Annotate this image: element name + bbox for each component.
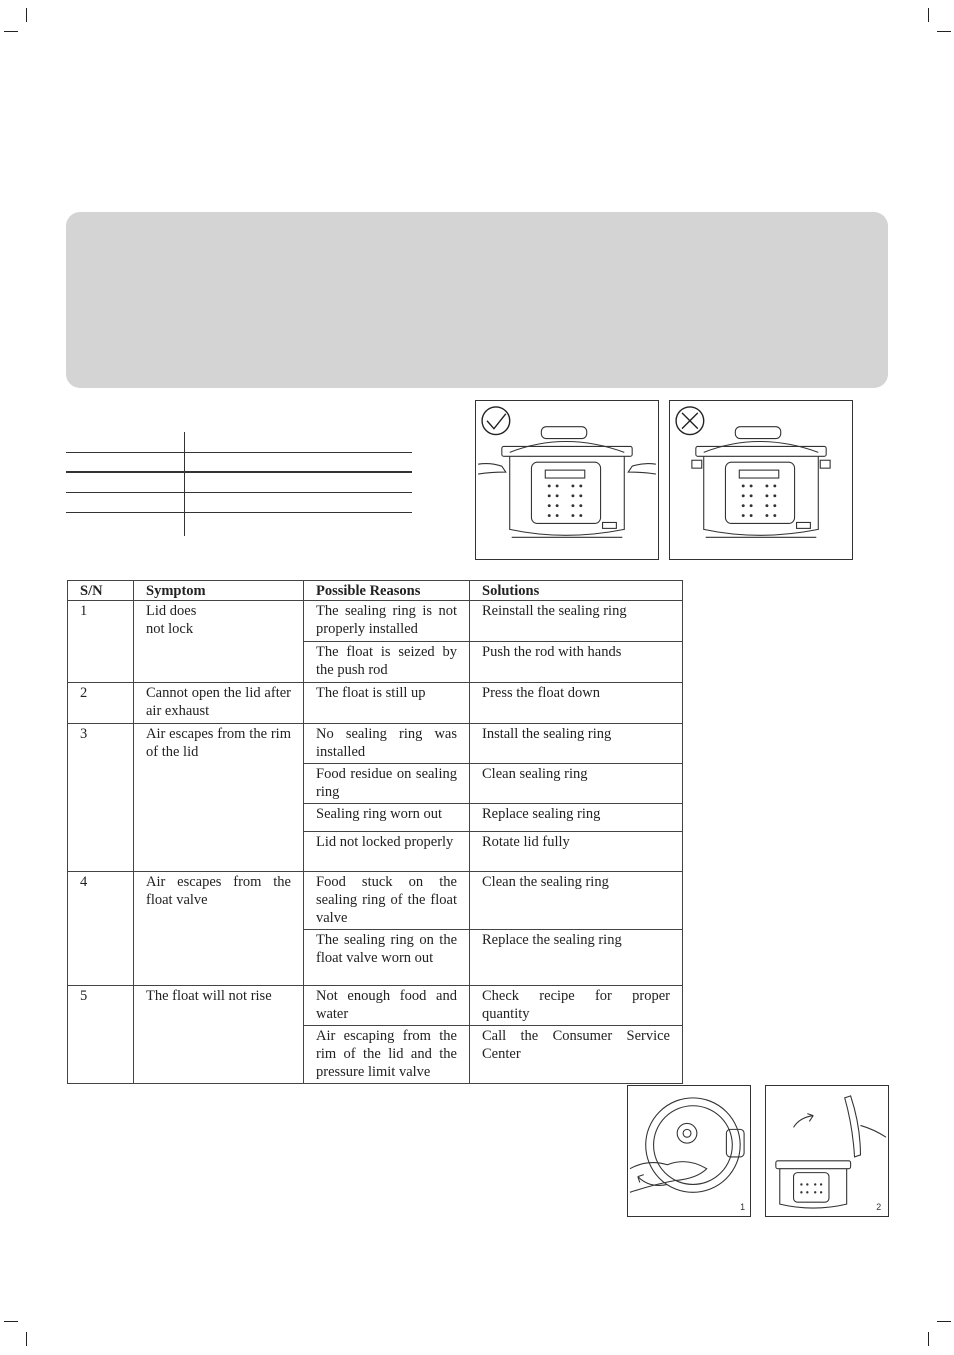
row-symptom: Air escapes from the rim of the lid: [134, 724, 304, 872]
check-mark-icon: [482, 407, 510, 435]
row-reason: The sealing ring on the float valve worn out: [304, 930, 470, 986]
row-reason: No sealing ring was installed: [304, 724, 470, 764]
row-reason: Lid not locked properly: [304, 832, 470, 872]
row-solution: Check recipe for proper quantity: [470, 986, 683, 1026]
spec-table-line: [66, 471, 412, 473]
header-sn: S/N: [68, 581, 134, 601]
row-reason: Food residue on sealing ring: [304, 764, 470, 804]
row-solution: Push the rod with hands: [470, 642, 683, 683]
row-reason: The float is still up: [304, 683, 470, 724]
header-reasons: Possible Reasons: [304, 581, 470, 601]
row-solution: Reinstall the sealing ring: [470, 601, 683, 642]
step-1-label: 1: [740, 1202, 746, 1213]
spec-table-line: [66, 452, 412, 453]
row-solution: Rotate lid fully: [470, 832, 683, 872]
figure-wrong-lift: [669, 400, 853, 560]
spec-table-line: [66, 512, 412, 513]
table-header-row: [68, 581, 683, 601]
row-sn: 2: [68, 683, 134, 724]
crop-mark-tl-v: [26, 8, 27, 22]
row-symptom: The float will not rise: [134, 986, 304, 1084]
header-symptom: Symptom: [134, 581, 304, 601]
crop-mark-bl-v: [26, 1332, 27, 1346]
row-reason: Not enough food and water: [304, 986, 470, 1026]
row-solution: Clean the sealing ring: [470, 872, 683, 930]
crop-mark-tl-h: [4, 31, 18, 32]
table-row: [68, 872, 683, 930]
row-solution: Install the sealing ring: [470, 724, 683, 764]
row-reason: The float is seized by the push rod: [304, 642, 470, 683]
crop-mark-br-v: [928, 1332, 929, 1346]
step-2-label: 2: [876, 1202, 882, 1213]
row-symptom: Lid does not lock: [134, 601, 304, 683]
row-reason: Food stuck on the sealing ring of the float valve: [304, 872, 470, 930]
row-solution: Press the float down: [470, 683, 683, 724]
table-row: [68, 683, 683, 724]
lid-rotate-illustration: [628, 1086, 750, 1216]
row-reason: The sealing ring is not properly installed: [304, 601, 470, 642]
row-sn: 1: [68, 601, 134, 683]
troubleshooting-table: [67, 580, 683, 1084]
row-sn: 3: [68, 724, 134, 872]
empty-spec-table: [66, 432, 412, 538]
spec-table-line: [66, 492, 412, 493]
table-row: [68, 724, 683, 764]
crop-mark-tr-h: [937, 31, 951, 32]
row-sn: 5: [68, 986, 134, 1084]
section-banner: [66, 212, 888, 388]
crop-mark-tr-v: [928, 8, 929, 22]
row-symptom: Cannot open the lid after air exhaust: [134, 683, 304, 724]
row-solution: Replace the sealing ring: [470, 930, 683, 986]
crop-mark-br-h: [937, 1321, 951, 1322]
header-solutions: Solutions: [470, 581, 683, 601]
row-reason: Air escaping from the rim of the lid and the pressure limit valve: [304, 1026, 470, 1084]
crop-mark-bl-h: [4, 1321, 18, 1322]
row-solution: Replace sealing ring: [470, 804, 683, 832]
cooker-wrong-illustration: [670, 401, 852, 559]
lid-open-illustration: [766, 1086, 888, 1216]
row-solution: Call the Consumer Service Center: [470, 1026, 683, 1084]
row-reason: Sealing ring worn out: [304, 804, 470, 832]
table-row: [68, 601, 683, 642]
row-solution: Clean sealing ring: [470, 764, 683, 804]
cooker-correct-illustration: [476, 401, 658, 559]
spec-table-divider: [184, 432, 185, 536]
cross-mark-icon: [676, 407, 704, 435]
figure-step-1-rotate-lid: [627, 1085, 751, 1217]
figure-step-2-open-lid: [765, 1085, 889, 1217]
row-symptom: Air escapes from the float valve: [134, 872, 304, 986]
row-sn: 4: [68, 872, 134, 986]
figure-correct-lift: [475, 400, 659, 560]
table-row: [68, 986, 683, 1026]
lift-arrow-icon: [794, 1116, 814, 1128]
